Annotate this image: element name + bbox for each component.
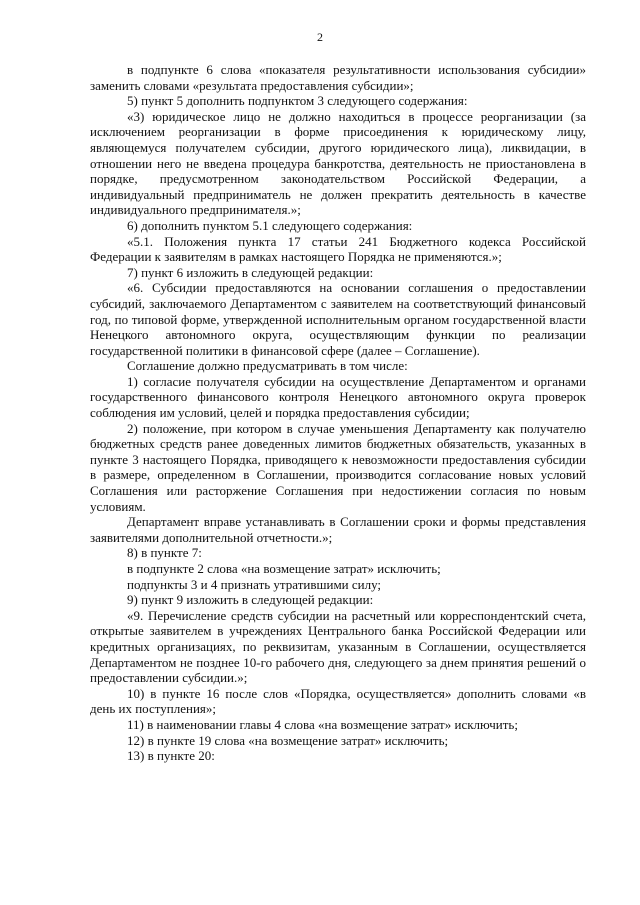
paragraph: «9. Перечисление средств субсидии на расчетный или корреспондентский счета, открытые заявителем в учреждениях Центрального банка Российской Федерации или кредитных организациях, по реквизитам, указанным в Соглашении, осуществляется Департаментом не позднее 10-го рабочего дня, следующего за днем принятия решений о предоставлении субсидии.»; — [90, 607, 586, 686]
paragraph: 1) согласие получателя субсидии на осуществление Департаментом и органами государственного финансового контроля Ненецкого автономного округа проверок соблюдения им условий, целей и порядка предоставления субсидии; — [90, 373, 586, 421]
paragraph: 10) в пункте 16 после слов «Порядка, осуществляется» дополнить словами «в день их поступления»; — [90, 685, 586, 717]
paragraph: «6. Субсидии предоставляются на основании соглашения о предоставлении субсидий, заключаемого Департаментом с заявителем на соответствующий финансовый год, по типовой форме, утвержденной исполнительным органом государственной власти Ненецкого автономного округа, осуществляющим функции по реализации государственной политики в финансовой сфере (далее – Соглашение). — [90, 280, 586, 358]
paragraph: 8) в пункте 7: — [127, 545, 202, 561]
paragraph: 11) в наименовании главы 4 слова «на возмещение затрат» исключить; — [127, 716, 518, 732]
document-body — [90, 62, 586, 764]
paragraph: Соглашение должно предусматривать в том числе: — [127, 358, 408, 374]
paragraph: 7) пункт 6 изложить в следующей редакции: — [127, 264, 374, 280]
paragraph: 5) пункт 5 дополнить подпунктом 3 следующего содержания: — [127, 93, 468, 109]
page-number: 2 — [317, 30, 323, 44]
paragraph: 13) в пункте 20: — [127, 748, 215, 764]
paragraph: в подпункте 6 слова «показателя результативности использования субсидии» заменить словами «результата предоставления субсидии»; — [90, 62, 586, 93]
paragraph: 6) дополнить пунктом 5.1 следующего содержания: — [127, 217, 413, 233]
paragraph: 9) пункт 9 изложить в следующей редакции: — [127, 592, 374, 608]
paragraph: в подпункте 2 слова «на возмещение затрат» исключить; — [127, 561, 441, 576]
paragraph: «5.1. Положения пункта 17 статьи 241 Бюджетного кодекса Российской Федерации к заявителям в рамках настоящего Порядка не применяются.»; — [90, 233, 586, 265]
paragraph: «3) юридическое лицо не должно находиться в процессе реорганизации (за исключением реорганизации в форме присоединения к юридическому лицу, являющемуся получателем субсидии, другого юридического лица), ликвидации, в отношении него не введена процедура банкротства, деятельность не приостановлена в порядке, предусмотренном законодательством Российской Федерации, а индивидуальный предприниматель не должен прекратить деятельность в качестве индивидуального предпринимателя.»; — [90, 108, 586, 218]
paragraph: 2) положение, при котором в случае уменьшения Департаменту как получателю бюджетных средств ранее доведенных лимитов бюджетных обязательств, указанных в пункте 3 настоящего Порядка, приводящего к невозможности предоставления субсидии в размере, определенном в Соглашении, производится согласование новых условий Соглашения или расторжение Соглашения при недостижении согласия по новым условиям. — [90, 420, 586, 514]
paragraph: подпункты 3 и 4 признать утратившими силу; — [127, 576, 382, 592]
paragraph: 12) в пункте 19 слова «на возмещение затрат» исключить; — [127, 732, 449, 748]
paragraph: Департамент вправе устанавливать в Соглашении сроки и формы представления заявителями дополнительной отчетности.»; — [90, 514, 586, 545]
